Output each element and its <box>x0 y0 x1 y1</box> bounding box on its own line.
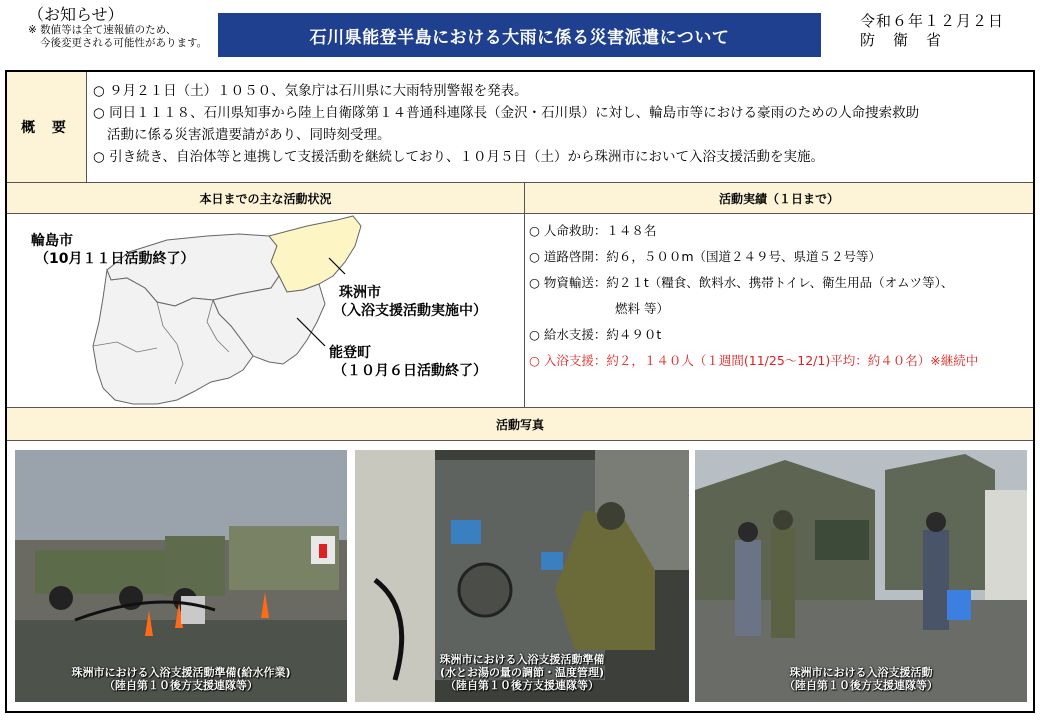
map-area <box>7 214 525 406</box>
photos-heading: 活動写真 <box>7 408 1033 440</box>
result-rescue: ○ 人命救助：１４８名 <box>529 223 657 238</box>
results-heading: 活動実績（１日まで） <box>525 183 1033 213</box>
photo-temperature-control <box>355 450 689 702</box>
date-block <box>860 12 1026 50</box>
map-label-suzu: 珠洲市 <box>339 285 381 301</box>
map-label-wajima: 輪島市 <box>31 233 73 249</box>
summary-item-3: ○ 引き続き、自治体等と連携して支援活動を継続しており、１０月５日（土）から珠洲市において入浴支援活動を実施。 <box>93 149 825 165</box>
summary-item-2-line-2: 活動に係る災害派遣要請があり、同時刻受理。 <box>107 127 391 143</box>
summary-item-1: ○ ９月２１日（土）１０５０、気象庁は石川県に大雨特別警報を発表。 <box>93 83 528 99</box>
photo-caption-2 <box>355 653 689 692</box>
result-transport-cont: 燃料 等） <box>615 301 669 316</box>
photo-caption-2-line-3: （陸自第１０後方支援連隊等） <box>445 679 599 692</box>
note-line-1: ※ 数値等は全て速報値のため、 <box>28 24 177 36</box>
photo-caption-3 <box>695 666 1027 692</box>
photo-water-supply <box>15 450 347 702</box>
photo-caption-1-line-1: 珠洲市における入浴支援活動準備(給水作業) <box>71 666 291 679</box>
map-region-suzu <box>269 216 361 292</box>
summary-item-2 <box>93 102 1027 146</box>
main-frame <box>5 70 1035 713</box>
photo-caption-1-line-2: （陸自第１０後方支援連隊等） <box>104 679 258 692</box>
issue-date: 令和６年１２月２日 <box>860 12 1005 30</box>
photo-caption-3-line-1: 珠洲市における入浴支援活動 <box>789 666 933 679</box>
divider-photos-head <box>7 440 1033 441</box>
result-water-supply: ○ 給水支援：約４９０t <box>529 327 662 342</box>
result-bathing-support: ○ 入浴支援：約２，１４０人（１週間(11/25～12/1)平均：約４０名）※継続中 <box>529 353 979 368</box>
result-road-clearing: ○ 道路啓開：約６，５００m（国道２４９号、県道５２号等） <box>529 249 882 264</box>
result-transport: ○ 物資輸送：約２１t（糧食、飲料水、携帯トイレ、衛生用品（オムツ等）、 <box>529 275 954 290</box>
notice-note <box>28 24 207 50</box>
summary-heading: 概 要 <box>7 72 87 182</box>
results-list <box>529 218 1033 374</box>
activity-status-heading: 本日までの主な活動状況 <box>7 183 524 213</box>
photo-caption-2-line-2: (水とお湯の量の調節・温度管理) <box>439 666 605 679</box>
photo-bathing-support <box>695 450 1027 702</box>
photo-caption-3-line-2: （陸自第１０後方支援連隊等） <box>784 679 938 692</box>
notice-label: （お知らせ） <box>28 5 124 24</box>
page-title: 石川県能登半島における大雨に係る災害派遣について <box>218 13 821 57</box>
map-status-suzu: （入浴支援活動実施中） <box>333 303 487 319</box>
map-status-noto: （１０月６日活動終了） <box>333 363 487 379</box>
summary-body <box>87 72 1033 182</box>
organization-name: 防衛省 <box>860 31 960 49</box>
photo-caption-2-line-1: 珠洲市における入浴支援活動準備 <box>439 653 605 666</box>
map-status-wajima: （10月１１日活動終了） <box>35 251 195 267</box>
photo-caption-1 <box>15 666 347 692</box>
map-label-noto: 能登町 <box>329 345 371 361</box>
summary-item-2-line-1: ○ 同日１１１８、石川県知事から陸上自衛隊第１４普通科連隊長（金沢・石川県）に対し、輪島市等における豪雨のための人命捜索救助 <box>93 105 920 121</box>
note-line-2: 今後変更される可能性があります。 <box>40 37 208 49</box>
